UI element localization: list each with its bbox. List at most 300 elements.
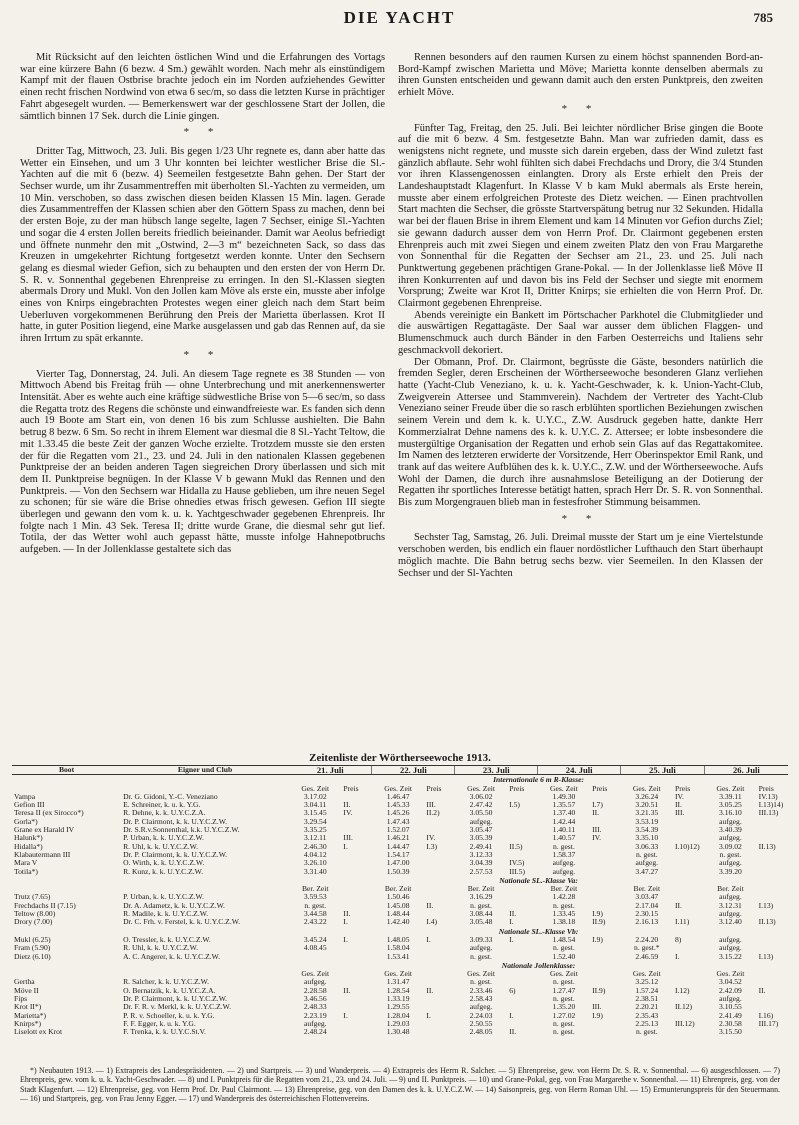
table-row bbox=[12, 809, 788, 817]
subheader-cell bbox=[341, 885, 372, 893]
time-cell: aufgeg. bbox=[469, 817, 493, 826]
time-cell: n. gest. bbox=[553, 1028, 575, 1037]
time-cell: n. gest. bbox=[719, 850, 742, 859]
boat-name: Teresa II (ex Sirocco*) bbox=[14, 809, 84, 818]
time-cell: aufgeg. bbox=[719, 910, 742, 919]
time-cell: 2.16.13 bbox=[635, 918, 659, 927]
class-heading: Nationale SL.-Klasse Vb: bbox=[498, 926, 579, 936]
prize-cell bbox=[590, 818, 621, 826]
time-cell: 3.09.33 bbox=[469, 935, 493, 944]
prize-cell: IV.5) bbox=[509, 859, 525, 868]
time-cell: n. gest. bbox=[553, 901, 575, 910]
subheader-cell: Ges. Zeit bbox=[716, 784, 745, 793]
owner-club: E. Schreiner, k. u. k. Y.G. bbox=[123, 801, 201, 810]
class-heading: Nationale SL.-Klasse Va: bbox=[499, 875, 578, 885]
table-row bbox=[12, 995, 788, 1003]
table-row bbox=[12, 902, 788, 910]
time-cell: n. gest. bbox=[553, 944, 575, 953]
table-row bbox=[12, 1003, 788, 1011]
prize-cell: III. bbox=[343, 834, 353, 843]
page-header bbox=[0, 8, 799, 32]
owner-club: P. R. v. Schoeller, k. u. k. Y.G. bbox=[123, 1011, 215, 1020]
boat-name: Fips bbox=[14, 995, 28, 1004]
time-cell: 3.09.02 bbox=[719, 842, 742, 851]
section-separator: * * bbox=[183, 126, 222, 139]
prize-cell bbox=[673, 910, 704, 918]
time-cell: 1.40.57 bbox=[552, 834, 576, 843]
prize-cell bbox=[341, 902, 372, 910]
subheader-cell: Preis bbox=[674, 784, 691, 793]
prize-cell bbox=[757, 910, 788, 918]
prize-cell: IV. bbox=[674, 792, 684, 801]
paragraph: Fünfter Tag, Freitag, den 25. Juli. Bei leichter nördlicher Brise gingen die Boote auf die mit 6 bezw. 4 Sm. festgesetzte Bahn. Man war zufrieden damit, dass es wenigstens nicht regnete, und musste sich darein ergeben, dass der Wind zuletzt fast gänzlich abflaute. Sehr wohl fühlten sich dabei Frechdachs und Drory, die 3/4 Stunden vor ihren Klassengenossen einlangten. Drory als Erste erhielt den Preis der Landeshauptstadt Klagenfurt. In Klasse V b kam Mukl abermals als Erste herein, musste aber einem erfolgreichen Proteste des Dietz weichen. — Einen prachtvollen Start machten die Sechser, die grösste Startverspätung betrug nur 32 Sekunden. Hidalla war bei der flauen Brise in ihrem Element und kam 14 Minuten vor Gefion durchs Ziel; sie gewann dadurch ausser dem von Herrn Prof. Dr. Clairmont gegebenen ersten Ehrenpreis auch mit zwei Siegen und einem zweiten Platz den von Frau Margarethe von Sonnenthal für die Regatten der Sechser am 21., 23. und 25. Juli nach Punktwertung gegebenen prächtigen Grane-Pokal. — In der Jollenklasse ließ Möve II ihren Konkurrenten auf und davon bis ins Feld der Sechser und siegte mit enormem Vorsprung; Zweite war Krot II, Dritter Knirps; sie erhielten die von Herrn Prof. Dr. Clairmont gegebenen Ehrenpreise. bbox=[398, 122, 763, 310]
prize-cell bbox=[757, 893, 788, 901]
time-cell: 1.28.54 bbox=[386, 986, 410, 995]
prize-cell bbox=[673, 978, 704, 986]
table-row bbox=[12, 793, 788, 801]
prize-cell bbox=[673, 851, 704, 859]
subheader-cell bbox=[673, 885, 704, 893]
prize-cell: I. bbox=[509, 935, 514, 944]
time-cell: 3.26.24 bbox=[635, 792, 659, 801]
table-row bbox=[12, 978, 788, 986]
subheader-cell: Preis bbox=[592, 784, 608, 793]
page-number: 785 bbox=[753, 10, 773, 25]
prize-cell bbox=[757, 995, 788, 1003]
prize-cell bbox=[507, 834, 538, 842]
time-cell: 3.59.53 bbox=[303, 893, 327, 902]
table-row bbox=[12, 843, 788, 851]
prize-cell bbox=[673, 995, 704, 1003]
prize-cell: III.13) bbox=[758, 809, 779, 818]
time-cell: 3.45.24 bbox=[303, 935, 327, 944]
owner-club: Dr. G. Gidoni, Y.-C. Veneziano bbox=[123, 792, 218, 801]
prize-cell: II. bbox=[758, 986, 766, 995]
subheader-cell: Ber. Zeit bbox=[467, 885, 495, 894]
subheader-row bbox=[12, 885, 788, 893]
subheader-spacer bbox=[121, 785, 289, 793]
boat-name: Klabautermann III bbox=[14, 850, 71, 859]
subheader-cell: Preis bbox=[758, 784, 774, 793]
table-row bbox=[12, 818, 788, 826]
boat-name: Gertha bbox=[14, 978, 35, 987]
prize-cell: I.9) bbox=[592, 1011, 603, 1020]
subheader-cell: Preis bbox=[426, 784, 442, 793]
time-cell: n. gest. bbox=[553, 995, 575, 1004]
time-cell: 1.28.04 bbox=[386, 1011, 410, 1020]
time-cell: 2.48.05 bbox=[469, 1028, 493, 1037]
prize-cell bbox=[757, 944, 788, 952]
time-cell: 1.33.19 bbox=[386, 995, 410, 1004]
prize-cell bbox=[341, 893, 372, 901]
time-cell: 3.12.11 bbox=[303, 834, 327, 843]
prize-cell bbox=[424, 826, 455, 834]
subheader-cell: Preis bbox=[343, 784, 359, 793]
prize-cell bbox=[341, 851, 372, 859]
subheader-cell bbox=[507, 970, 538, 978]
time-cell: 3.26.10 bbox=[303, 859, 327, 868]
table-row bbox=[12, 944, 788, 952]
subheader-cell: Ges. Zeit bbox=[632, 970, 661, 979]
time-cell: 3.35.10 bbox=[635, 834, 659, 843]
prize-cell: I. bbox=[343, 1011, 348, 1020]
subheader-cell bbox=[424, 970, 455, 978]
time-cell: 3.06.02 bbox=[469, 792, 493, 801]
time-cell: n. gest. bbox=[553, 1019, 575, 1028]
boat-name: Möve II bbox=[14, 986, 39, 995]
time-cell: aufgeg. bbox=[635, 859, 659, 868]
prize-cell: II.13) bbox=[758, 842, 776, 851]
prize-cell bbox=[757, 936, 788, 944]
subheader-cell: Ber. Zeit bbox=[301, 885, 329, 894]
prize-cell: I.13)14) bbox=[758, 801, 784, 810]
time-cell: 2.30.15 bbox=[635, 910, 659, 919]
prize-cell bbox=[673, 868, 704, 876]
table-row bbox=[12, 1028, 788, 1036]
prize-cell bbox=[341, 995, 372, 1003]
boat-name: Dietz (6.10) bbox=[14, 952, 51, 961]
prize-cell bbox=[341, 818, 372, 826]
paragraph: Der Obmann, Prof. Dr. Clairmont, begrüsste die Gäste, besonders natürlich die fremden Segler, deren Erscheinen der Wörtherseewoche besonderen Glanz verliehen hatte (Yacht-Club Veneziano, k. u. k. Yacht-Geschwader, k. k. Union-Yacht-Club, Zweigverein Attersee und Stammverein). Nachdem der Vertreter des Yacht-Club Veneziano seiner Freude über die so rasch erblühten sportlichen Beziehungen zwischen seinem Verein und dem k. k. U.Y.C., Z.W. Ausdruck gegeben hatte, dankte Herr Kommerzialrat Dehne namens des k. k. U.Y.C. Z. Attersee; er lobte insbesondere die mustergültige Organisation der Regatten und erhob sein Glas auf das Regattakomitee. Im Namen des letzteren erwiderte der Vorsitzende, Herr Oberinspektor Emil Rank, und trank auf das weitere Aufblühen des k. k. U.Y.C., Z.W. und der Wörtherseewoche. Aufs Wohl der Damen, die durch ihre ausnahmslose Beteiligung an der Dotierung der Regatten ihr sportliches Interesse betätigt hatten, sprach Herr Dr. S. R. von Sonnenthal. Bis zum Morgengrauen blieb man in festesfroher Stimmung beisammen. bbox=[398, 356, 763, 509]
owner-club: P. Urban, k. k. U.Y.C.Z.W. bbox=[123, 834, 204, 843]
time-cell: 3.15.50 bbox=[719, 1028, 742, 1037]
prize-cell bbox=[341, 978, 372, 986]
time-cell: 3.05.25 bbox=[719, 801, 742, 810]
prize-cell bbox=[590, 859, 621, 867]
subheader-spacer bbox=[12, 785, 121, 793]
prize-cell: III.12) bbox=[674, 1019, 695, 1028]
subheader-spacer bbox=[121, 970, 289, 978]
time-cell: 1.52.07 bbox=[386, 826, 410, 835]
boat-name: Trutz (7.65) bbox=[14, 893, 51, 902]
prize-cell bbox=[341, 1028, 372, 1036]
owner-club: F. Trenka, k. k. U.Y.C.St.V. bbox=[123, 1028, 206, 1037]
prize-cell bbox=[673, 818, 704, 826]
prize-cell bbox=[424, 859, 455, 867]
prize-cell bbox=[757, 826, 788, 834]
prize-cell bbox=[424, 1003, 455, 1011]
time-cell: 1.29.55 bbox=[386, 1003, 410, 1012]
paragraph: Dritter Tag, Mittwoch, 23. Juli. Bis gegen 1/23 Uhr regnete es, dann aber hatte das Wetter ein Einsehen, und um 3 Uhr konnten bei leichter westlicher Brise die Sl.-Yachten auf die mit 6 (bezw. 4) Seemeilen festgesetzte Bahn gehen. Der Start der Sechser wurde, um ihr Zusammentreffen mit überholten Sl.-Yachten zu vermeiden, um 10 Min. verschoben, so dass zwischen diesen beiden Klassen 15 Min. lagen. Gerade dies Zusammentreffen der Klassen schien aber den Göttern Spass zu machen, denn bei der ersten Boje, zu der man hübsch lange segelte, lagen 7 Sechser, einige Sl.-Yachten und sogar die 4 ersten Jollen bereits friedlich beieinander. Damit war Aeolus befriedigt und öffnete nunmehr den mit „Ostwind, 2—3 m“ bezeichneten Sack, so dass das Kreuzen in umgekehrter Richtung fortgesetzt werden konnte. Unter den Sechsern gelang es diesmal wieder Gefion, sich zu behaupten und den ersten der von Herrn Dr. S. R. v. Sonnenthal gegebenen Ehrenpreise zu erringen. In den Sl.-Klassen siegten abermals Drory und Mukl. Von den Jollen kam Möve als erste ein, musste aber infolge eines von Knirps eingebrachten Protestes wegen einer gleich nach dem Start beim Ueberluven vorgekommenen Berührung den Preis der Marietta überlassen. Krot II hatte, in guter Position liegend, eine Marke ausgelassen und gab das Rennen auf, da sie ihren Irrtum zu spät erkannte. bbox=[20, 145, 385, 345]
time-cell: 2.35.43 bbox=[635, 1011, 659, 1020]
time-cell: 3.21.35 bbox=[635, 809, 659, 818]
prize-cell: III. bbox=[426, 801, 436, 810]
col-header-owner: Eigner und Club bbox=[121, 766, 289, 775]
owner-club: F. F. Egger, k. u. k. Y.G. bbox=[123, 1019, 196, 1028]
table-day-header-row bbox=[12, 766, 788, 775]
prize-cell bbox=[507, 893, 538, 901]
boat-name: Hidalla*) bbox=[14, 842, 43, 851]
prize-cell bbox=[757, 851, 788, 859]
prize-cell: IV. bbox=[343, 809, 353, 818]
time-cell: 2.42.09 bbox=[719, 986, 742, 995]
time-cell: 1.54.17 bbox=[386, 850, 410, 859]
table-body bbox=[12, 775, 788, 1037]
time-cell: 2.25.13 bbox=[635, 1019, 659, 1028]
prize-cell bbox=[590, 944, 621, 952]
subheader-cell bbox=[424, 885, 455, 893]
prize-cell bbox=[590, 793, 621, 801]
subheader-cell: Ges. Zeit bbox=[716, 970, 745, 979]
subheader-row bbox=[12, 970, 788, 978]
subheader-cell: Ges. Zeit bbox=[467, 970, 495, 979]
col-header-day: 25. Juli bbox=[621, 766, 705, 775]
class-section-row bbox=[12, 927, 788, 936]
time-cell: 1.45.08 bbox=[386, 901, 410, 910]
subheader-cell: Ges. Zeit bbox=[301, 784, 330, 793]
owner-club: O. Tressler, k. k. U.Y.C.Z.W. bbox=[123, 935, 211, 944]
prize-cell: I.12) bbox=[674, 986, 690, 995]
owner-club: Dr. P. Clairmont, k. k. U.Y.C.Z.W. bbox=[123, 850, 228, 859]
class-section-row bbox=[12, 876, 788, 885]
time-cell: 1.49.30 bbox=[552, 792, 576, 801]
boat-name: Knirps*) bbox=[14, 1019, 41, 1028]
time-cell: n. gest. bbox=[635, 850, 658, 859]
owner-club: Dr. A. Adametz, k. k. U.Y.C.Z.W. bbox=[123, 901, 225, 910]
col-header-day: 26. Juli bbox=[704, 766, 788, 775]
col-header-day: 22. Juli bbox=[372, 766, 455, 775]
time-cell: 1.29.03 bbox=[386, 1019, 410, 1028]
subheader-cell: Ber. Zeit bbox=[384, 885, 412, 894]
prize-cell bbox=[507, 902, 538, 910]
boat-name: Halunk*) bbox=[14, 834, 43, 843]
owner-club: O. Wirth, k. k. U.Y.C.Z.W. bbox=[123, 859, 205, 868]
time-cell: aufgeg. bbox=[719, 893, 742, 902]
prize-cell bbox=[341, 953, 372, 961]
prize-cell: I.3) bbox=[426, 842, 438, 851]
time-cell: 2.48.24 bbox=[303, 1028, 327, 1037]
time-cell: 4.04.12 bbox=[303, 850, 327, 859]
time-cell: 3.16.10 bbox=[719, 809, 742, 818]
time-cell: 1.58.37 bbox=[552, 850, 576, 859]
table-row bbox=[12, 910, 788, 918]
boat-name: Marietta*) bbox=[14, 1011, 47, 1020]
boat-name: Grane ex Harald IV bbox=[14, 826, 75, 835]
prize-cell: I.13) bbox=[758, 901, 774, 910]
time-cell: 1.40.11 bbox=[552, 826, 576, 835]
table-row bbox=[12, 987, 788, 995]
time-cell: 3.31.40 bbox=[303, 867, 327, 876]
prize-cell: I. bbox=[343, 918, 348, 927]
prize-cell: I.9) bbox=[592, 910, 603, 919]
prize-cell bbox=[757, 868, 788, 876]
boat-name: Gefion III bbox=[14, 801, 45, 810]
subheader-cell bbox=[757, 970, 788, 978]
journal-title: DIE YACHT bbox=[343, 8, 456, 27]
owner-club: R. Uhl, k. k. U.Y.C.Z.W. bbox=[123, 842, 198, 851]
owner-club: R. Salcher, k. k. U.Y.C.Z.W. bbox=[123, 978, 210, 987]
prize-cell bbox=[424, 851, 455, 859]
prize-cell bbox=[341, 826, 372, 834]
prize-cell: II. bbox=[674, 901, 682, 910]
prize-cell bbox=[424, 944, 455, 952]
time-cell: 1.48.05 bbox=[386, 935, 410, 944]
subheader-cell: Ges. Zeit bbox=[632, 784, 661, 793]
subheader-cell: Ges. Zeit bbox=[467, 784, 495, 793]
time-cell: 3.40.39 bbox=[719, 826, 742, 835]
boat-name: Frechdachs II (7.15) bbox=[14, 901, 76, 910]
prize-cell: II. bbox=[426, 986, 434, 995]
time-cell: n. gest.* bbox=[634, 944, 660, 953]
time-cell: 3.04.11 bbox=[303, 801, 327, 810]
prize-cell bbox=[590, 851, 621, 859]
time-cell: 3.16.29 bbox=[469, 893, 493, 902]
table-title: Zeitenliste der Wörtherseewoche 1913. bbox=[309, 752, 491, 764]
prize-cell bbox=[507, 851, 538, 859]
time-cell: aufgeg. bbox=[303, 1019, 327, 1028]
time-cell: 1.44.47 bbox=[386, 842, 410, 851]
prize-cell bbox=[507, 944, 538, 952]
prize-cell bbox=[590, 843, 621, 851]
prize-cell bbox=[507, 793, 538, 801]
time-cell: 2.46.59 bbox=[635, 952, 659, 961]
prize-cell: II.2) bbox=[426, 809, 440, 818]
time-cell: aufgeg. bbox=[469, 944, 493, 953]
subheader-cell: Ges. Zeit bbox=[549, 784, 578, 793]
time-cell: n. gest. bbox=[470, 952, 492, 961]
time-cell: aufgeg. bbox=[719, 859, 742, 868]
boat-name: Mara V bbox=[14, 859, 38, 868]
prize-cell bbox=[507, 953, 538, 961]
prize-cell: I. bbox=[509, 918, 514, 927]
class-section-row bbox=[12, 775, 788, 785]
prize-cell bbox=[757, 1003, 788, 1011]
prize-cell bbox=[341, 1020, 372, 1028]
time-cell: 3.29.54 bbox=[303, 817, 327, 826]
owner-club: A. C. Angerer, k. k. U.Y.C.Z.W. bbox=[123, 952, 221, 961]
prize-cell bbox=[507, 818, 538, 826]
class-section-row bbox=[12, 961, 788, 970]
subheader-cell: Ges. Zeit bbox=[384, 784, 413, 793]
time-cell: 3.05.47 bbox=[469, 826, 493, 835]
time-cell: 3.10.55 bbox=[719, 1003, 742, 1012]
prize-cell: III.5) bbox=[509, 867, 526, 876]
time-cell: n. gest. bbox=[553, 842, 575, 851]
prize-cell bbox=[590, 978, 621, 986]
prize-cell: I.5) bbox=[509, 801, 520, 810]
prize-cell: I. bbox=[426, 1011, 431, 1020]
class-heading: Nationale Jollenklasse: bbox=[501, 960, 576, 970]
prize-cell: II. bbox=[426, 901, 434, 910]
prize-cell bbox=[673, 1012, 704, 1020]
prize-cell: II. bbox=[509, 910, 517, 919]
owner-club: Dr. C. Frh. v. Ferstel, k. k. U.Y.C.Z.W. bbox=[123, 918, 241, 927]
time-cell: 1.53.41 bbox=[386, 952, 410, 961]
prize-cell: I. bbox=[343, 935, 348, 944]
time-cell: 3.12.40 bbox=[719, 918, 742, 927]
owner-club: Dr. F. R. v. Merkl, k. k. U.Y.C.Z.W. bbox=[123, 1003, 232, 1012]
time-cell: 3.12.31 bbox=[719, 901, 742, 910]
time-cell: 1.31.47 bbox=[386, 978, 410, 987]
subheader-row bbox=[12, 785, 788, 793]
owner-club: R. Madile, k. k. U.Y.C.Z.W. bbox=[123, 910, 209, 919]
paragraph: Sechster Tag, Samstag, 26. Juli. Dreimal musste der Start um je eine Viertelstunde verschoben werden, bis endlich ein flauer nordöstlicher Lufthauch den Start überhaupt möglich machte. Die Bahn betrug sechs bezw. vier Seemeilen. In den Klassen der Sechser und der Sl-Yachten bbox=[398, 532, 763, 579]
time-cell: 1.47.00 bbox=[386, 859, 410, 868]
prize-cell bbox=[424, 818, 455, 826]
time-cell: aufgeg. bbox=[719, 995, 742, 1004]
prize-cell bbox=[341, 944, 372, 952]
subheader-cell: Ges. Zeit bbox=[549, 970, 578, 979]
time-cell: aufgeg. bbox=[719, 944, 742, 953]
owner-club: R. Dehne, k. k. U.Y.C.Z.A. bbox=[123, 809, 206, 818]
time-cell: 3.05.48 bbox=[469, 918, 493, 927]
prize-cell: 8) bbox=[674, 935, 682, 944]
subheader-spacer bbox=[12, 885, 121, 893]
prize-cell bbox=[507, 826, 538, 834]
prize-cell bbox=[590, 953, 621, 961]
prize-cell bbox=[673, 944, 704, 952]
prize-cell bbox=[673, 859, 704, 867]
time-cell: 1.38.18 bbox=[552, 918, 576, 927]
time-cell: 1.47.43 bbox=[386, 817, 410, 826]
prize-cell bbox=[673, 1028, 704, 1036]
subheader-cell: Ber. Zeit bbox=[633, 885, 661, 894]
table-row bbox=[12, 1020, 788, 1028]
time-cell: 3.04.39 bbox=[469, 859, 493, 868]
paragraph: Mit Rücksicht auf den leichten östlichen Wind und die Erfahrungen des Vortags war eine kürzere Bahn (6 bezw. 4 Sm.) gewählt worden. Nach mehr als einstündigem Kampf mit der flauen Ostbrise brachte jedoch ein im Norden aufziehendes Gewitter einen recht frischen Nordwind von etwa 6 sec/m, so dass die letzten Kurse in prächtiger Fahrt abgesegelt wurden. — Bemerkenswert war der geschlossene Start der Jollen, die sämtlich binnen 17 Sek. durch die Linie gingen. bbox=[20, 52, 385, 122]
time-cell: 1.48.44 bbox=[386, 910, 410, 919]
prize-cell: II. bbox=[343, 986, 351, 995]
time-cell: 1.46.47 bbox=[386, 792, 410, 801]
time-cell: 1.30.48 bbox=[386, 1028, 410, 1037]
class-heading: Internationale 6 m R-Klasse: bbox=[493, 775, 584, 785]
prize-cell: II.13) bbox=[758, 918, 776, 927]
prize-cell: I.13) bbox=[758, 952, 774, 961]
time-cell: 2.49.41 bbox=[469, 842, 493, 851]
time-cell: n. gest. bbox=[635, 1028, 658, 1037]
subheader-cell bbox=[673, 970, 704, 978]
prize-cell bbox=[507, 1003, 538, 1011]
prize-cell bbox=[424, 868, 455, 876]
time-cell: 3.05.50 bbox=[469, 809, 493, 818]
time-cell: 3.35.25 bbox=[303, 826, 327, 835]
prize-cell bbox=[424, 893, 455, 901]
time-cell: 4.08.45 bbox=[303, 944, 327, 953]
time-cell: 1.48.54 bbox=[552, 935, 576, 944]
subheader-cell: Ges. Zeit bbox=[384, 970, 413, 979]
table-row bbox=[12, 868, 788, 876]
time-cell: aufgeg. bbox=[719, 817, 742, 826]
table-row bbox=[12, 953, 788, 961]
time-cell: aufgeg. bbox=[719, 935, 742, 944]
paragraph: Vierter Tag, Donnerstag, 24. Juli. An diesem Tage regnete es 38 Stunden — von Mittwoch Abend bis Freitag früh — ohne Unterbrechung und mit anerkennenswerter Intensität. Aber es wehte auch eine kräftige südwestliche Brise von 5—6 sec/m, so dass die Regatta trotz des Regens die schönste und einwandfreieste war. Es fanden sich denn auch 19 Boote am Start ein, von denen 16 bis zum Schlusse aushielten. Die Bahn betrug 8 bezw. 6 Sm. So recht in ihrem Element war diesmal die 8 Sl.-Yacht Teltow, die mit 1.33.45 die beste Zeit der ganzen Woche erzielte. Trotzdem musste sie den ersten der für die Regatten vom 21., 23. und 24. Juli in den nationalen Klassen gegebenen Punktpreise der an beiden anderen Tagen siegreichen Drory überlassen und sich mit dem II. Punktpreise begnügen. In der Klasse V b gewann Mukl das Rennen und den Punktpreis. — Von den Sechsern war Hidalla zu Hause geblieben, um ihre neuen Segel zu schonen; für sie wäre die Brise ohnedies etwas frisch gewesen. Gefion III siegte überlegen und gewann den vom k. u. k. Yachtgeschwader gegebenen Ehrenpreis. Ihr folgte nach 1 Min. 43 Sek. Teresa II; dritte wurde Grane, die diesmal sehr gut lief. Totila, der das Wetter wohl auch gepasst hätte, musste infolge Hahnepotbruchs aufgeben. — In der Jollenklasse gestaltete sich das bbox=[20, 368, 385, 556]
time-cell: 1.50.39 bbox=[386, 867, 410, 876]
prize-cell bbox=[424, 1020, 455, 1028]
subheader-cell bbox=[590, 970, 621, 978]
owner-club: R. Uhl, k. k. U.Y.C.Z.W. bbox=[123, 944, 198, 953]
owner-club: Dr. P. Clairmont, k. k. U.Y.C.Z.W. bbox=[123, 995, 228, 1004]
time-cell: 2.24.03 bbox=[469, 1011, 493, 1020]
prize-cell: I. bbox=[509, 1011, 514, 1020]
prize-cell: I. bbox=[674, 952, 680, 961]
subheader-cell bbox=[757, 885, 788, 893]
prize-cell: II.9) bbox=[592, 918, 606, 927]
prize-cell bbox=[757, 978, 788, 986]
time-cell: 3.47.27 bbox=[635, 867, 659, 876]
prize-cell: II. bbox=[509, 1028, 517, 1037]
prize-cell bbox=[341, 793, 372, 801]
prize-cell bbox=[424, 995, 455, 1003]
time-cell: 1.46.21 bbox=[386, 834, 410, 843]
time-cell: 1.58.04 bbox=[386, 944, 410, 953]
prize-cell: II. bbox=[674, 801, 682, 810]
subheader-cell: Ber. Zeit bbox=[717, 885, 744, 894]
prize-cell: IV.13) bbox=[758, 792, 778, 801]
boat-name: Fram (5.90) bbox=[14, 944, 51, 953]
time-cell: 3.53.19 bbox=[635, 817, 659, 826]
prize-cell bbox=[424, 953, 455, 961]
prize-cell: II. bbox=[343, 910, 351, 919]
